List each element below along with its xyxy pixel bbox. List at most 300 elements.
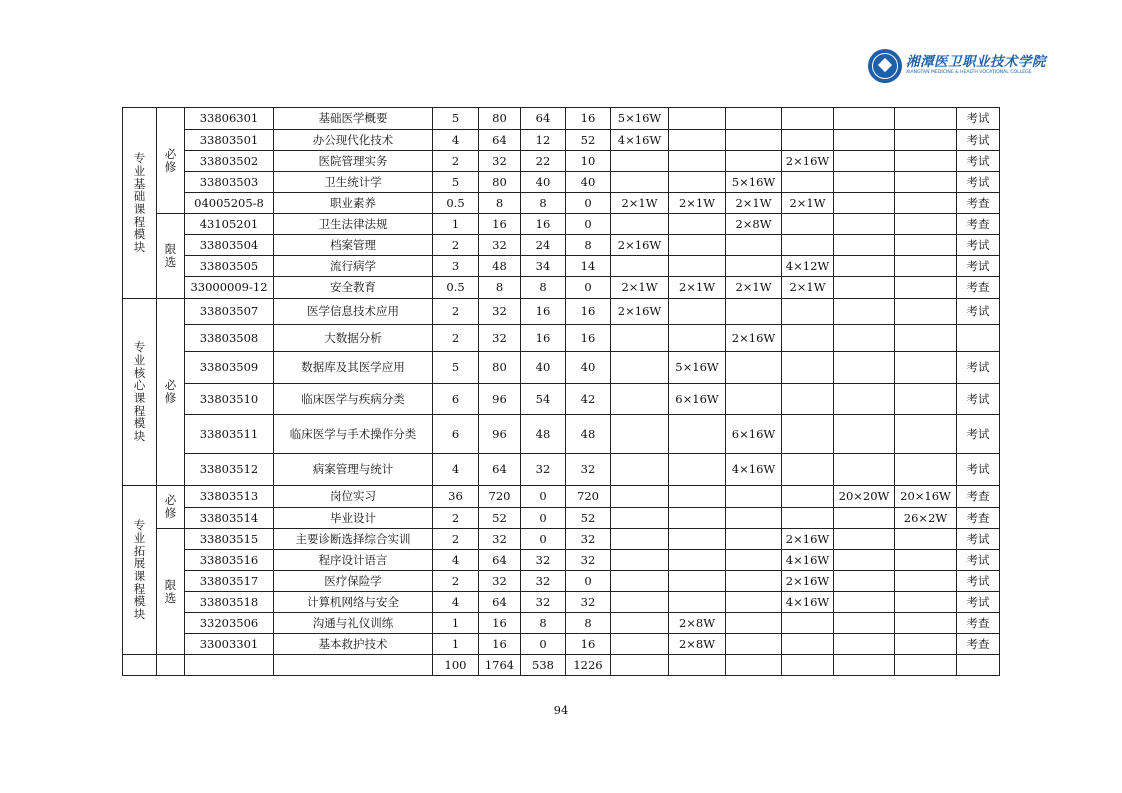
cell-s5 <box>834 634 895 655</box>
cell-exam: 考试 <box>957 299 1000 325</box>
cell-s2 <box>669 235 726 256</box>
cell-s2 <box>669 108 726 130</box>
table-row <box>123 571 1000 592</box>
cell-s5 <box>834 529 895 550</box>
cell-s4 <box>782 613 834 634</box>
cell-practice: 40 <box>566 172 611 193</box>
cell-s6 <box>895 415 957 454</box>
table-row <box>123 384 1000 415</box>
cell-s1: 2×1W <box>611 277 669 299</box>
total-credit: 100 <box>433 655 479 676</box>
cell-s3: 2×1W <box>726 277 782 299</box>
cell-s4 <box>782 384 834 415</box>
cell-code: 33803502 <box>185 151 274 172</box>
total-row <box>123 655 1000 676</box>
cell-name: 安全教育 <box>274 277 433 299</box>
cell-credit: 0.5 <box>433 193 479 214</box>
cell-total: 96 <box>479 415 521 454</box>
cell-s1 <box>611 634 669 655</box>
course-schedule-table <box>122 107 1000 676</box>
cell-credit: 5 <box>433 352 479 384</box>
cell-s6 <box>895 193 957 214</box>
cell-exam: 考查 <box>957 193 1000 214</box>
cell-exam: 考试 <box>957 454 1000 486</box>
cell-s5 <box>834 571 895 592</box>
cell-name: 职业素养 <box>274 193 433 214</box>
cell-practice: 0 <box>566 193 611 214</box>
cell-practice: 16 <box>566 299 611 325</box>
cell-credit: 0.5 <box>433 277 479 299</box>
cell-s1 <box>611 550 669 571</box>
cell-theory: 48 <box>521 415 566 454</box>
cell-total: 64 <box>479 454 521 486</box>
cell-s1 <box>611 256 669 277</box>
cell-name: 大数据分析 <box>274 325 433 352</box>
cell-practice: 32 <box>566 529 611 550</box>
cell-exam: 考查 <box>957 277 1000 299</box>
cell-name: 基础医学概要 <box>274 108 433 130</box>
cell-code: 33806301 <box>185 108 274 130</box>
cell-practice: 52 <box>566 130 611 151</box>
total-theory: 538 <box>521 655 566 676</box>
cell-practice: 720 <box>566 486 611 508</box>
cell-credit: 2 <box>433 508 479 529</box>
table-row <box>123 108 1000 130</box>
cell-s6 <box>895 325 957 352</box>
cell-s3 <box>726 130 782 151</box>
table-row <box>123 130 1000 151</box>
cell-s4: 4×16W <box>782 550 834 571</box>
cell-s6 <box>895 235 957 256</box>
module-expand: 专 业 拓 展 课 程 模 块 <box>123 486 157 655</box>
cell-s4 <box>782 454 834 486</box>
cell-s1: 4×16W <box>611 130 669 151</box>
cell-theory: 54 <box>521 384 566 415</box>
cell-s2 <box>669 550 726 571</box>
cell-s6 <box>895 172 957 193</box>
cell-practice: 52 <box>566 508 611 529</box>
table-row <box>123 214 1000 235</box>
cell-credit: 36 <box>433 486 479 508</box>
logo-english-name: XIANGTAN MEDICINE & HEALTH VOCATIONAL COLLEGE <box>906 70 1032 76</box>
cell-s5 <box>834 108 895 130</box>
cell-s1 <box>611 529 669 550</box>
cell-s3 <box>726 384 782 415</box>
cell-s2: 6×16W <box>669 384 726 415</box>
cell-exam: 考试 <box>957 130 1000 151</box>
cell-total: 64 <box>479 130 521 151</box>
cell-theory: 34 <box>521 256 566 277</box>
total-empty-cell <box>669 655 726 676</box>
total-empty-cell <box>274 655 433 676</box>
total-empty-cell <box>895 655 957 676</box>
table-row <box>123 634 1000 655</box>
cell-s2 <box>669 571 726 592</box>
cell-s2 <box>669 454 726 486</box>
cell-s6 <box>895 256 957 277</box>
cell-total: 16 <box>479 613 521 634</box>
cell-total: 32 <box>479 529 521 550</box>
cell-code: 33203506 <box>185 613 274 634</box>
cell-s3: 6×16W <box>726 415 782 454</box>
cell-name: 病案管理与统计 <box>274 454 433 486</box>
page-number: 94 <box>553 703 569 717</box>
cell-s3 <box>726 256 782 277</box>
cell-s5 <box>834 299 895 325</box>
cell-code: 33803516 <box>185 550 274 571</box>
cell-theory: 24 <box>521 235 566 256</box>
cell-s1 <box>611 325 669 352</box>
cell-s6 <box>895 550 957 571</box>
cell-s1 <box>611 613 669 634</box>
cell-total: 16 <box>479 214 521 235</box>
cell-credit: 2 <box>433 151 479 172</box>
cell-credit: 3 <box>433 256 479 277</box>
cell-s3 <box>726 108 782 130</box>
cell-s3 <box>726 592 782 613</box>
cell-s1: 2×16W <box>611 299 669 325</box>
cell-s3 <box>726 299 782 325</box>
cell-s6 <box>895 151 957 172</box>
cell-s4 <box>782 634 834 655</box>
cell-theory: 8 <box>521 613 566 634</box>
cell-exam: 考查 <box>957 508 1000 529</box>
cell-name: 档案管理 <box>274 235 433 256</box>
cell-exam: 考试 <box>957 415 1000 454</box>
cell-credit: 6 <box>433 415 479 454</box>
cell-name: 医院管理实务 <box>274 151 433 172</box>
cell-code: 33803512 <box>185 454 274 486</box>
cell-s2 <box>669 256 726 277</box>
cell-code: 33803510 <box>185 384 274 415</box>
cell-s6 <box>895 571 957 592</box>
total-empty-cell <box>611 655 669 676</box>
cell-s3 <box>726 529 782 550</box>
cell-name: 卫生法律法规 <box>274 214 433 235</box>
cell-credit: 2 <box>433 235 479 256</box>
cell-s4: 2×1W <box>782 277 834 299</box>
table-row <box>123 235 1000 256</box>
cell-s6 <box>895 454 957 486</box>
type-required: 必 修 <box>157 108 185 214</box>
total-empty-cell <box>185 655 274 676</box>
cell-exam: 考试 <box>957 235 1000 256</box>
cell-s2 <box>669 508 726 529</box>
cell-s6 <box>895 352 957 384</box>
cell-name: 医疗保险学 <box>274 571 433 592</box>
cell-s2 <box>669 592 726 613</box>
cell-theory: 32 <box>521 550 566 571</box>
type-required: 必 修 <box>157 299 185 486</box>
cell-s5 <box>834 193 895 214</box>
cell-credit: 4 <box>433 130 479 151</box>
cell-theory: 0 <box>521 508 566 529</box>
cell-s1 <box>611 486 669 508</box>
cell-s3 <box>726 571 782 592</box>
table-row <box>123 325 1000 352</box>
cell-name: 沟通与礼仪训练 <box>274 613 433 634</box>
cell-s3 <box>726 486 782 508</box>
cell-practice: 14 <box>566 256 611 277</box>
cell-practice: 32 <box>566 550 611 571</box>
cell-code: 33803511 <box>185 415 274 454</box>
cell-s6 <box>895 299 957 325</box>
cell-s1 <box>611 592 669 613</box>
course-table-body <box>123 108 1000 676</box>
cell-s4 <box>782 235 834 256</box>
cell-total: 64 <box>479 592 521 613</box>
cell-s4: 2×1W <box>782 193 834 214</box>
cell-s1 <box>611 151 669 172</box>
cell-s4 <box>782 508 834 529</box>
cell-theory: 22 <box>521 151 566 172</box>
cell-s4 <box>782 214 834 235</box>
table-row <box>123 256 1000 277</box>
total-empty-cell <box>123 655 157 676</box>
module-basic: 专 业 基 础 课 程 模 块 <box>123 108 157 299</box>
table-row <box>123 454 1000 486</box>
cell-code: 33803509 <box>185 352 274 384</box>
cell-code: 33803517 <box>185 571 274 592</box>
table-row <box>123 508 1000 529</box>
cell-code: 04005205-8 <box>185 193 274 214</box>
college-logo <box>868 46 1046 86</box>
cell-s2 <box>669 151 726 172</box>
cell-code: 33803508 <box>185 325 274 352</box>
cell-s5: 20×20W <box>834 486 895 508</box>
cell-s5 <box>834 592 895 613</box>
cell-theory: 64 <box>521 108 566 130</box>
cell-s4: 4×12W <box>782 256 834 277</box>
cell-s1 <box>611 454 669 486</box>
table-row <box>123 415 1000 454</box>
cell-exam: 考试 <box>957 108 1000 130</box>
cell-credit: 4 <box>433 550 479 571</box>
type-required: 必 修 <box>157 486 185 529</box>
cell-credit: 6 <box>433 384 479 415</box>
cell-s4: 4×16W <box>782 592 834 613</box>
cell-total: 48 <box>479 256 521 277</box>
cell-s6 <box>895 384 957 415</box>
cell-s5 <box>834 550 895 571</box>
cell-s5 <box>834 214 895 235</box>
cell-s4: 2×16W <box>782 529 834 550</box>
cell-code: 33803505 <box>185 256 274 277</box>
cell-code: 33803513 <box>185 486 274 508</box>
cell-practice: 0 <box>566 214 611 235</box>
cell-s2 <box>669 325 726 352</box>
cell-code: 33803504 <box>185 235 274 256</box>
cell-exam: 考试 <box>957 172 1000 193</box>
cell-practice: 32 <box>566 454 611 486</box>
cell-s5 <box>834 352 895 384</box>
cell-s5 <box>834 325 895 352</box>
table-row <box>123 613 1000 634</box>
cell-total: 80 <box>479 352 521 384</box>
cell-s5 <box>834 172 895 193</box>
cell-s3 <box>726 634 782 655</box>
cell-theory: 8 <box>521 193 566 214</box>
cell-credit: 2 <box>433 325 479 352</box>
cell-total: 32 <box>479 235 521 256</box>
cell-s4 <box>782 415 834 454</box>
total-empty-cell <box>726 655 782 676</box>
cell-s1 <box>611 508 669 529</box>
cell-code: 33803507 <box>185 299 274 325</box>
cell-s1: 2×1W <box>611 193 669 214</box>
cell-credit: 1 <box>433 634 479 655</box>
college-emblem-icon <box>868 49 902 83</box>
cell-credit: 2 <box>433 529 479 550</box>
table-row <box>123 352 1000 384</box>
table-row <box>123 550 1000 571</box>
cell-total: 720 <box>479 486 521 508</box>
cell-s6 <box>895 108 957 130</box>
cell-credit: 4 <box>433 592 479 613</box>
cell-s5 <box>834 613 895 634</box>
table-row <box>123 486 1000 508</box>
cell-s3 <box>726 550 782 571</box>
cell-theory: 16 <box>521 214 566 235</box>
cell-s1 <box>611 384 669 415</box>
cell-exam: 考试 <box>957 529 1000 550</box>
cell-s6 <box>895 592 957 613</box>
cell-practice: 42 <box>566 384 611 415</box>
cell-practice: 0 <box>566 277 611 299</box>
cell-s6 <box>895 613 957 634</box>
cell-s4 <box>782 486 834 508</box>
cell-s6 <box>895 277 957 299</box>
cell-name: 数据库及其医学应用 <box>274 352 433 384</box>
cell-s4 <box>782 108 834 130</box>
cell-theory: 32 <box>521 454 566 486</box>
type-limited: 限 选 <box>157 214 185 299</box>
cell-name: 临床医学与疾病分类 <box>274 384 433 415</box>
cell-exam: 考试 <box>957 352 1000 384</box>
cell-name: 主要诊断选择综合实训 <box>274 529 433 550</box>
cell-exam: 考试 <box>957 256 1000 277</box>
cell-code: 33803501 <box>185 130 274 151</box>
cell-total: 80 <box>479 108 521 130</box>
table-row <box>123 151 1000 172</box>
cell-s5 <box>834 384 895 415</box>
cell-total: 52 <box>479 508 521 529</box>
cell-s1 <box>611 172 669 193</box>
cell-code: 43105201 <box>185 214 274 235</box>
cell-total: 96 <box>479 384 521 415</box>
table-row <box>123 172 1000 193</box>
cell-exam <box>957 325 1000 352</box>
cell-s2: 2×1W <box>669 193 726 214</box>
cell-name: 基本救护技术 <box>274 634 433 655</box>
cell-theory: 40 <box>521 172 566 193</box>
cell-exam: 考查 <box>957 613 1000 634</box>
cell-code: 33803514 <box>185 508 274 529</box>
cell-s5 <box>834 454 895 486</box>
cell-s1: 5×16W <box>611 108 669 130</box>
total-empty-cell <box>157 655 185 676</box>
cell-s5 <box>834 130 895 151</box>
cell-name: 毕业设计 <box>274 508 433 529</box>
cell-practice: 16 <box>566 108 611 130</box>
cell-exam: 考试 <box>957 384 1000 415</box>
cell-exam: 考试 <box>957 571 1000 592</box>
cell-s4 <box>782 325 834 352</box>
cell-s3: 4×16W <box>726 454 782 486</box>
module-core: 专 业 核 心 课 程 模 块 <box>123 299 157 486</box>
cell-code: 33803515 <box>185 529 274 550</box>
cell-s3 <box>726 352 782 384</box>
cell-s6 <box>895 214 957 235</box>
cell-s1 <box>611 415 669 454</box>
cell-theory: 0 <box>521 634 566 655</box>
cell-credit: 4 <box>433 454 479 486</box>
cell-s2 <box>669 130 726 151</box>
cell-practice: 8 <box>566 613 611 634</box>
cell-s1: 2×16W <box>611 235 669 256</box>
cell-s4: 2×16W <box>782 151 834 172</box>
cell-s6 <box>895 130 957 151</box>
cell-s2 <box>669 214 726 235</box>
table-row <box>123 299 1000 325</box>
cell-s3: 2×8W <box>726 214 782 235</box>
cell-name: 程序设计语言 <box>274 550 433 571</box>
cell-theory: 0 <box>521 486 566 508</box>
cell-s3: 2×1W <box>726 193 782 214</box>
cell-s3 <box>726 151 782 172</box>
table-row <box>123 193 1000 214</box>
cell-code: 33000009-12 <box>185 277 274 299</box>
cell-exam: 考查 <box>957 634 1000 655</box>
cell-s6 <box>895 529 957 550</box>
cell-name: 办公现代化技术 <box>274 130 433 151</box>
cell-total: 80 <box>479 172 521 193</box>
cell-practice: 0 <box>566 571 611 592</box>
cell-practice: 16 <box>566 325 611 352</box>
cell-name: 计算机网络与安全 <box>274 592 433 613</box>
cell-theory: 8 <box>521 277 566 299</box>
cell-credit: 5 <box>433 172 479 193</box>
cell-theory: 16 <box>521 299 566 325</box>
cell-exam: 考试 <box>957 151 1000 172</box>
cell-s2: 2×8W <box>669 634 726 655</box>
cell-s3 <box>726 613 782 634</box>
cell-s2 <box>669 529 726 550</box>
cell-theory: 16 <box>521 325 566 352</box>
cell-s3 <box>726 235 782 256</box>
total-empty-cell <box>957 655 1000 676</box>
cell-practice: 40 <box>566 352 611 384</box>
cell-s2 <box>669 299 726 325</box>
cell-s4 <box>782 130 834 151</box>
cell-theory: 32 <box>521 592 566 613</box>
cell-s5 <box>834 277 895 299</box>
cell-theory: 32 <box>521 571 566 592</box>
cell-s4 <box>782 172 834 193</box>
cell-exam: 考查 <box>957 214 1000 235</box>
cell-name: 卫生统计学 <box>274 172 433 193</box>
cell-total: 32 <box>479 325 521 352</box>
cell-practice: 8 <box>566 235 611 256</box>
cell-exam: 考试 <box>957 550 1000 571</box>
cell-s1 <box>611 214 669 235</box>
cell-total: 32 <box>479 571 521 592</box>
cell-theory: 40 <box>521 352 566 384</box>
logo-chinese-name: 湘潭医卫职业技术学院 <box>906 53 1046 70</box>
total-total: 1764 <box>479 655 521 676</box>
total-practice: 1226 <box>566 655 611 676</box>
cell-total: 8 <box>479 193 521 214</box>
